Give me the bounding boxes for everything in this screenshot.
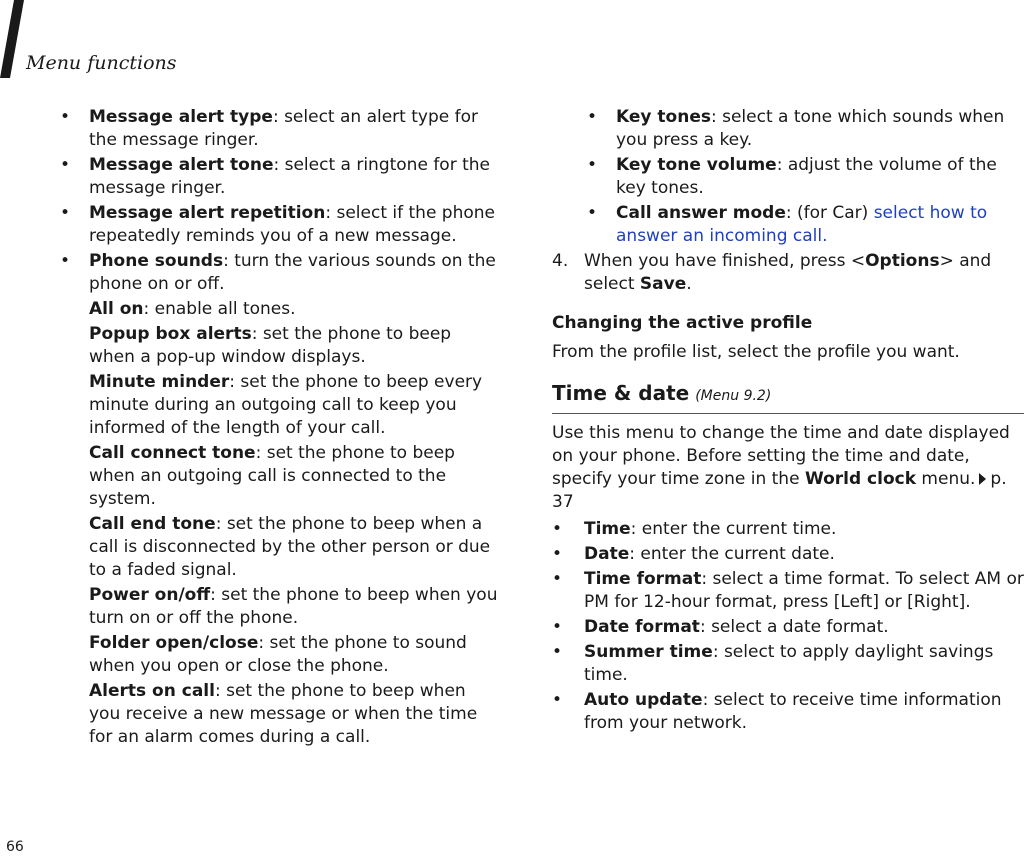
left-column — [60, 106, 500, 751]
sub-text: : set the phone to beep when an outgoing call is connected to the system. — [89, 443, 455, 509]
bullet-label: Time — [584, 519, 631, 539]
intro-text-1: Use this menu to change the time and date displayed on your phone. Before setting the time and date, specify your time zone in the — [552, 423, 1010, 489]
time-date-intro — [552, 422, 1024, 514]
bullet-label: Date — [584, 544, 630, 564]
bullet-label: Phone sounds — [89, 251, 224, 271]
sub-text: : set the phone to sound when you open or close the phone. — [89, 633, 467, 676]
bullet-text: : adjust the volume of the key tones. — [616, 155, 997, 198]
step-text-1: When you have finished, press < — [584, 251, 866, 271]
phone-sounds-all-on — [60, 298, 500, 321]
bullet-message-alert-repetition — [60, 202, 500, 248]
bullet-dot: • — [552, 617, 563, 637]
bullet-dot: • — [552, 569, 563, 589]
bullet-label: Key tone volume — [616, 155, 777, 175]
bullet-message-alert-type — [60, 106, 500, 152]
intro-text-2: menu. — [916, 469, 976, 489]
sub-text: : set the phone to beep every minute during an outgoing call to keep you informed of the length of your call. — [89, 372, 483, 438]
bullet-dot: • — [587, 107, 598, 127]
phone-sounds-alerts-on-call — [60, 680, 500, 749]
bullet-label: Message alert repetition — [89, 203, 326, 223]
bullet-label: Time format — [584, 569, 702, 589]
bullet-dot: • — [60, 107, 71, 127]
sub-label: Call connect tone — [89, 443, 256, 463]
bullet-label: Message alert type — [89, 107, 273, 127]
bullet-date — [552, 543, 1024, 566]
step-text-2: > and select — [584, 251, 992, 294]
world-clock-term: World clock — [804, 469, 917, 489]
bullet-dot: • — [60, 251, 71, 271]
sub-text: : set the phone to beep when a call is disconnected by the other person or due to a faded signal. — [89, 514, 491, 580]
bullet-dot: • — [60, 155, 71, 175]
bullet-label: Date format — [584, 617, 700, 637]
bullet-text: : select to receive time information from your network. — [584, 690, 1002, 733]
bullet-dot: • — [552, 690, 563, 710]
bullet-text: : select if the phone repeatedly reminds you of a new message. — [89, 203, 496, 246]
right-column — [552, 106, 1024, 737]
section-title-text: Time & date — [552, 381, 690, 405]
bullet-label: Message alert tone — [89, 155, 274, 175]
bullet-auto-update — [552, 689, 1024, 735]
sub-label: Alerts on call — [89, 681, 215, 701]
time-date-section-title — [552, 380, 1024, 414]
page-reference: p. 37 — [552, 469, 1007, 512]
bullet-dot: • — [60, 203, 71, 223]
sub-text: : set the phone to beep when you receive a new message or when the time for an alarm comes during a call. — [89, 681, 478, 747]
page-number: 66 — [6, 839, 24, 855]
step-options-key: Options — [865, 251, 940, 271]
bullet-message-alert-tone — [60, 154, 500, 200]
bullet-dot: • — [587, 203, 598, 223]
bullet-text: : turn the various sounds on the phone on or off. — [89, 251, 496, 294]
running-header-title: Menu functions — [26, 52, 177, 74]
page-ref-arrow-icon — [979, 473, 986, 485]
bullet-text: : select to apply daylight savings time. — [584, 642, 994, 685]
step-number: 4. — [552, 251, 569, 271]
bullet-text: : select an alert type for the message ringer. — [89, 107, 478, 150]
sub-label: All on — [89, 299, 144, 319]
bullet-phone-sounds — [60, 250, 500, 296]
sub-label: Power on/off — [89, 585, 211, 605]
bullet-key-tone-volume — [587, 154, 1024, 200]
bullet-key-tones — [587, 106, 1024, 152]
bullet-text: : enter the current time. — [630, 519, 837, 539]
menu-reference: (Menu 9.2) — [695, 388, 772, 404]
bullet-dot: • — [552, 642, 563, 662]
bullet-call-answer-mode — [587, 202, 1024, 248]
phone-sounds-call-end-tone — [60, 513, 500, 582]
bullet-text: : select a ringtone for the message ringer. — [89, 155, 490, 198]
step-4 — [552, 250, 1024, 296]
bullet-label: Key tones — [616, 107, 711, 127]
bullet-text: : (for Car) — [785, 203, 874, 223]
bullet-dot: • — [552, 544, 563, 564]
phone-sounds-power-on-off — [60, 584, 500, 630]
phone-sounds-folder-open-close — [60, 632, 500, 678]
bullet-label: Auto update — [584, 690, 703, 710]
sub-label: Call end tone — [89, 514, 216, 534]
phone-sounds-call-connect-tone — [60, 442, 500, 511]
bullet-text: : select a date format. — [699, 617, 889, 637]
step-text-3: . — [686, 274, 692, 294]
bullet-label: Summer time — [584, 642, 713, 662]
sub-label: Folder open/close — [89, 633, 259, 653]
bullet-time-format — [552, 568, 1024, 614]
bullet-text: : select a tone which sounds when you press a key. — [616, 107, 1005, 150]
step-save-key: Save — [639, 274, 687, 294]
phone-sounds-minute-minder — [60, 371, 500, 440]
bullet-dot: • — [552, 519, 563, 539]
bullet-text: : select a time format. To select AM or PM for 12-hour format, press [Left] or [Right]. — [584, 569, 1024, 612]
bullet-summer-time — [552, 641, 1024, 687]
sub-label: Popup box alerts — [89, 324, 252, 344]
time-date-bullet-list — [552, 518, 1024, 735]
sub-label: Minute minder — [89, 372, 230, 392]
sub-text: : set the phone to beep when a pop-up window displays. — [89, 324, 452, 367]
call-answer-link[interactable]: select how to answer an incoming call. — [616, 203, 988, 246]
bullet-text: : enter the current date. — [629, 544, 835, 564]
bullet-label: Call answer mode — [616, 203, 786, 223]
sub-text: : set the phone to beep when you turn on or off the phone. — [89, 585, 498, 628]
bullet-date-format — [552, 616, 1024, 639]
phone-sounds-popup-box-alerts — [60, 323, 500, 369]
bullet-dot: • — [587, 155, 598, 175]
sub-text: : enable all tones. — [143, 299, 296, 319]
changing-profile-body: From the profile list, select the profile you want. — [552, 342, 960, 362]
changing-profile-heading: Changing the active profile — [552, 313, 813, 333]
bullet-time — [552, 518, 1024, 541]
